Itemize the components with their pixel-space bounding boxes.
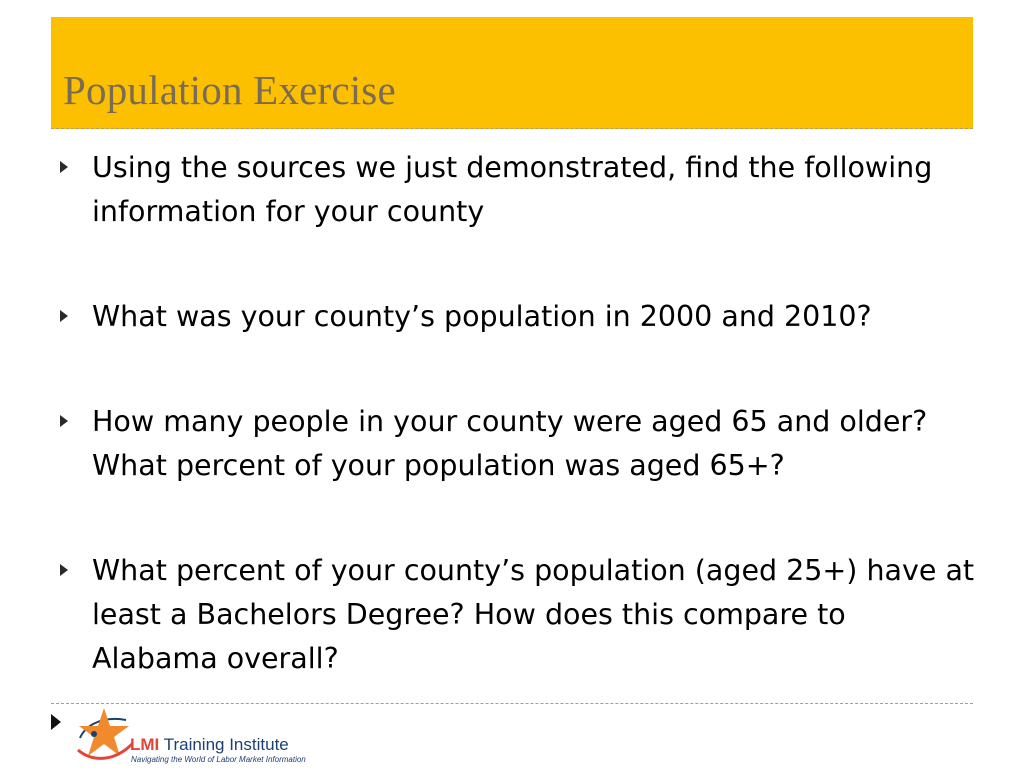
lmi-logo	[74, 704, 306, 766]
slide-title: Population Exercise	[63, 67, 396, 113]
play-arrow-icon[interactable]	[51, 714, 61, 730]
bullet-arrow-icon	[60, 415, 68, 427]
bullet-item	[58, 400, 978, 488]
bullet-item	[58, 549, 978, 681]
bullet-text: What percent of your county’s population (aged 25+) have at least a Bachelors Degree? How does this compare to Alabama overall?	[92, 554, 975, 675]
bullet-arrow-icon	[60, 310, 68, 322]
bullet-item	[58, 146, 978, 234]
logo-tagline: Navigating the World of Labor Market Information	[131, 755, 306, 764]
logo-name: LMI Training Institute	[130, 735, 289, 754]
bullet-list	[58, 146, 978, 681]
bullet-text: How many people in your county were aged 65 and older? What percent of your population was aged 65+?	[92, 405, 928, 482]
bullet-arrow-icon	[60, 161, 68, 173]
bullet-text: What was your county’s population in 2000 and 2010?	[92, 300, 872, 333]
bullet-arrow-icon	[60, 564, 68, 576]
bullet-item	[58, 295, 978, 339]
bullet-text: Using the sources we just demonstrated, find the following information for your county	[92, 151, 933, 228]
title-divider	[51, 128, 973, 129]
